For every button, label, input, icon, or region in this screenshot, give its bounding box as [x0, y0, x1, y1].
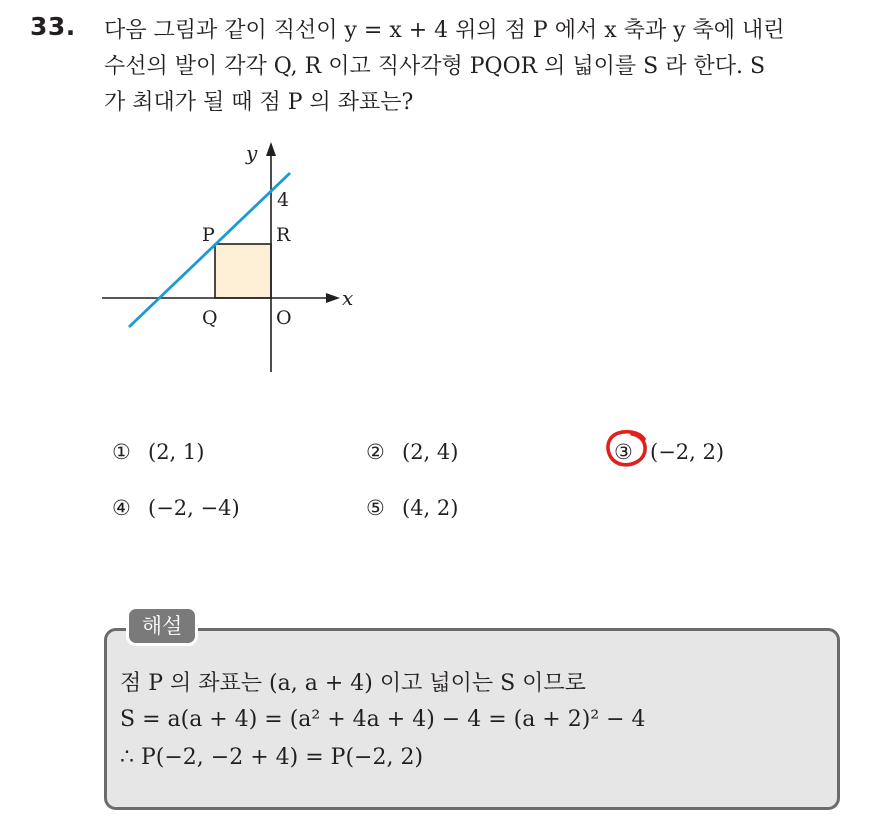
choice-3-number: ③ — [614, 440, 633, 464]
choice-1-number: ① — [112, 440, 131, 464]
question-line-3: 가 최대가 될 때 점 P 의 좌표는? — [104, 90, 414, 115]
choice-1[interactable] — [112, 438, 204, 466]
choice-3-value: (−2, 2) — [650, 440, 725, 464]
choice-4-value: (−2, −4) — [148, 496, 240, 520]
choice-2-number: ② — [366, 440, 385, 464]
x-axis-arrow — [326, 293, 340, 303]
choice-5-value: (4, 2) — [402, 496, 459, 520]
coordinate-figure — [96, 140, 366, 380]
point-r-label: R — [276, 224, 291, 246]
question-line-1: 다음 그림과 같이 직선이 y = x + 4 위의 점 P 에서 x 축과 y 축에 내린 — [104, 18, 785, 43]
y-axis-arrow — [266, 142, 276, 156]
choice-2[interactable] — [366, 438, 458, 466]
rectangle-pqor — [215, 244, 271, 298]
solution-line-2: S = a(a + 4) = (a² + 4a + 4) − 4 = (a + 2)² − 4 — [120, 707, 646, 732]
choice-5[interactable] — [366, 494, 458, 522]
answer-mark-circle-icon — [604, 427, 650, 469]
solution-tag: 해설 — [126, 606, 198, 646]
question-line-2: 수선의 발이 각각 Q, R 이고 직사각형 PQOR 의 넓이를 S 라 한다. S — [104, 54, 766, 79]
x-axis-label: x — [342, 286, 354, 310]
point-p-label: P — [202, 224, 215, 246]
choice-5-number: ⑤ — [366, 496, 385, 520]
choice-1-value: (2, 1) — [148, 440, 205, 464]
choice-4-number: ④ — [112, 496, 131, 520]
choice-4[interactable] — [112, 494, 240, 522]
origin-label: O — [276, 307, 292, 329]
choice-2-value: (2, 4) — [402, 440, 459, 464]
y-intercept-label: 4 — [277, 189, 290, 211]
y-axis-label: y — [246, 141, 258, 165]
solution-line-1: 점 P 의 좌표는 (a, a + 4) 이고 넓이는 S 이므로 — [120, 671, 586, 696]
question-number: 33. — [30, 12, 76, 41]
point-q-label: Q — [202, 307, 218, 329]
solution-line-3: ∴ P(−2, −2 + 4) = P(−2, 2) — [120, 745, 424, 770]
